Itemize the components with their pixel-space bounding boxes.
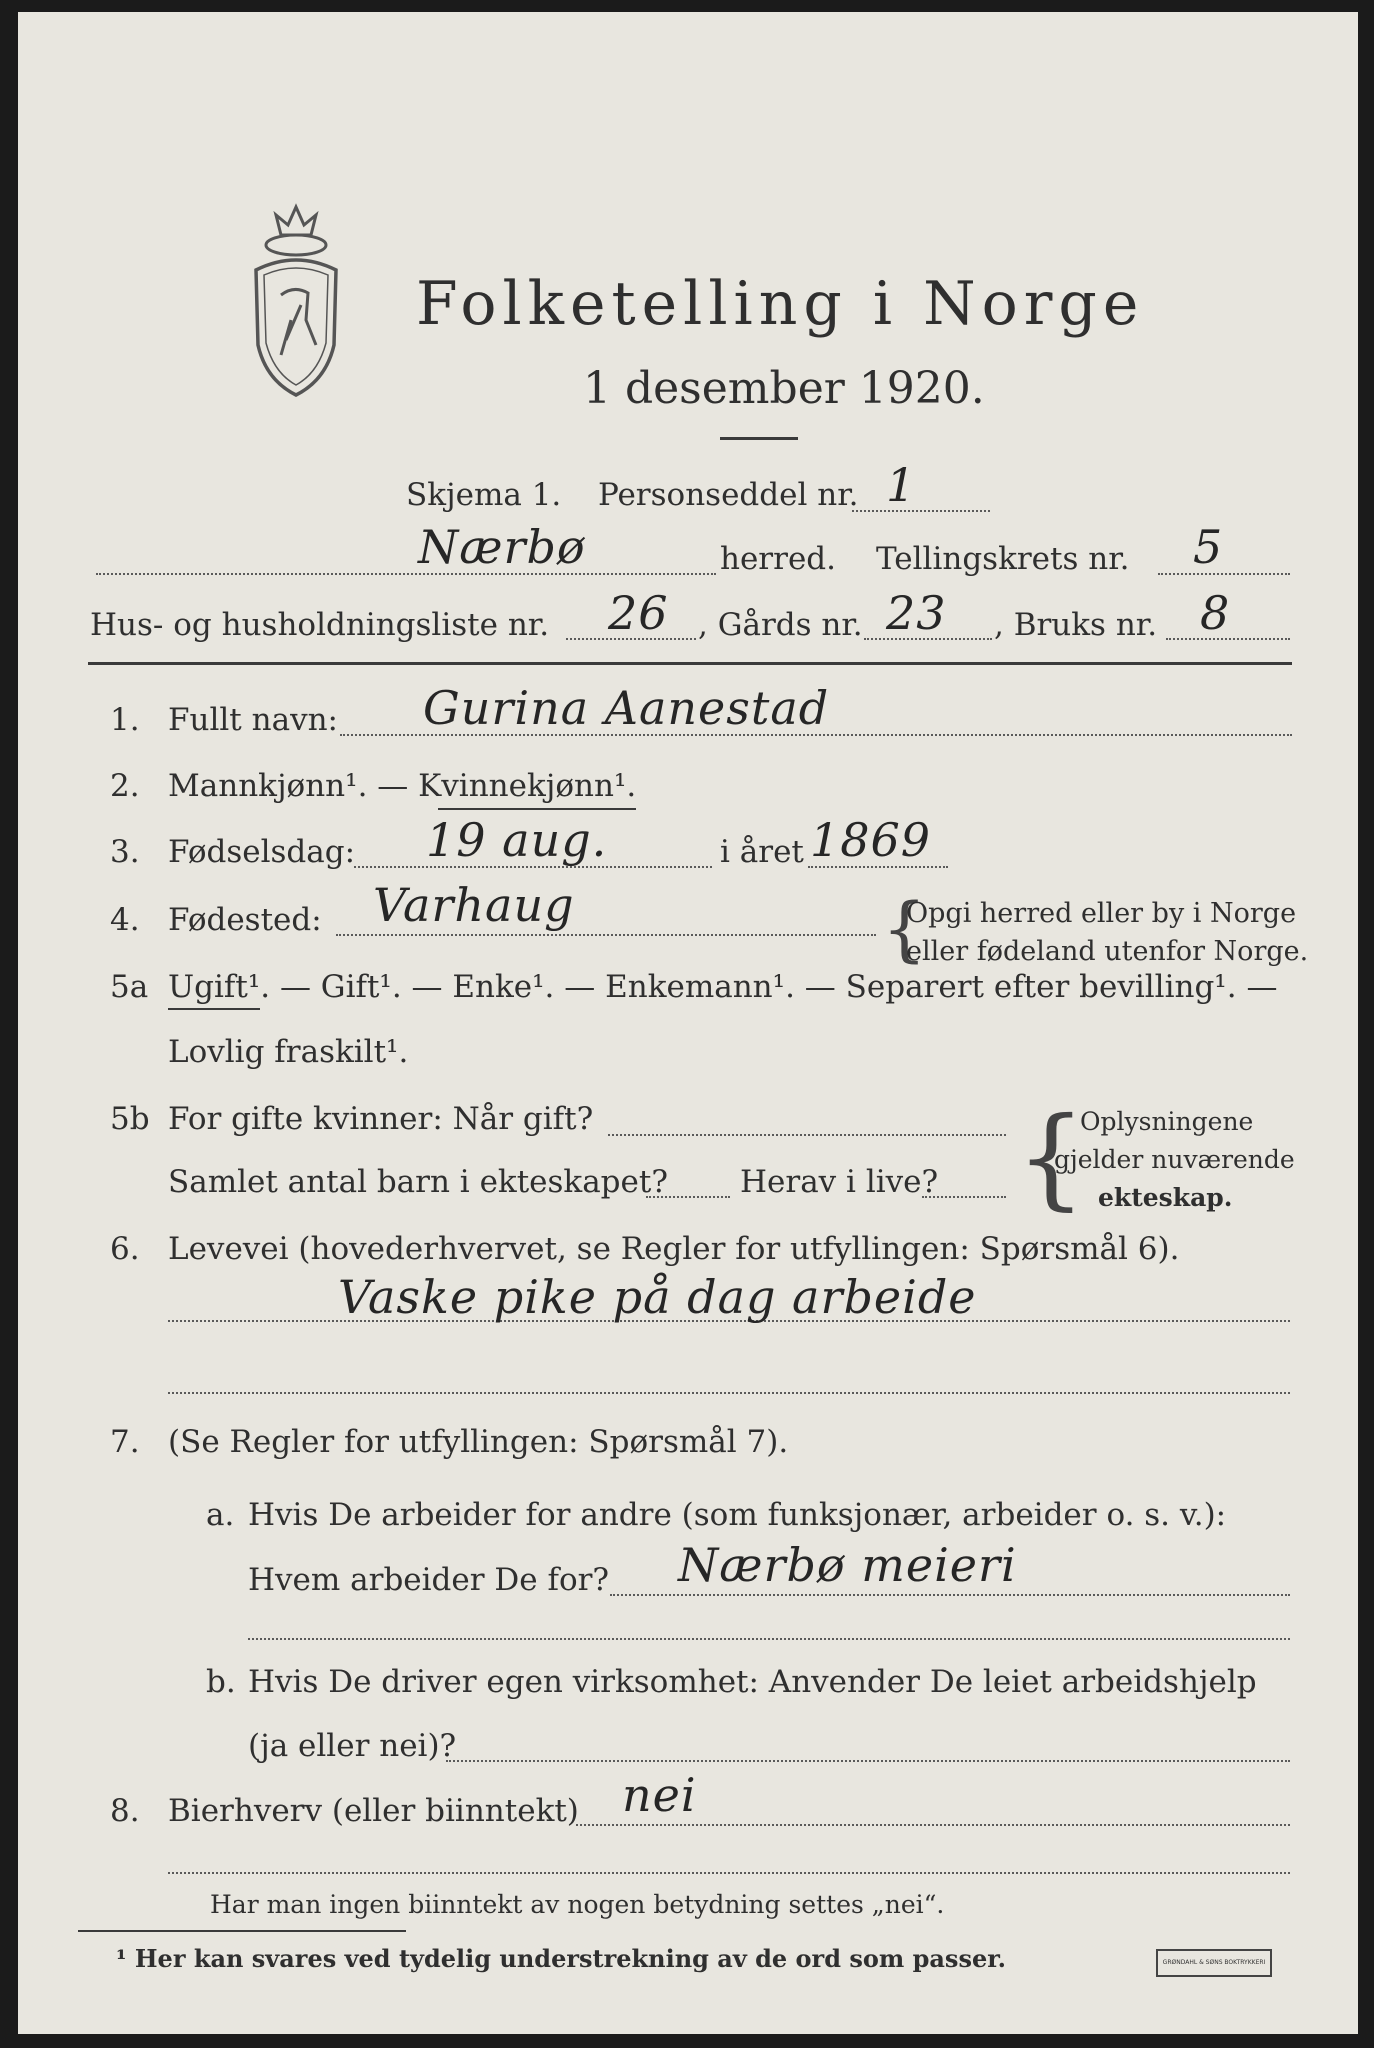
q5b-when-married-label: For gifte kvinner: Når gift?: [168, 1101, 594, 1137]
personseddel-line: [852, 510, 990, 512]
herred-line: [96, 573, 716, 575]
q3-number: 3.: [110, 834, 140, 870]
q5b-children-label: Samlet antal barn i ekteskapet?: [168, 1164, 668, 1200]
q3-year-label: i året: [720, 834, 804, 870]
gards-label: , Gårds nr.: [698, 607, 863, 643]
q5b-alive-line: [922, 1196, 1006, 1198]
footnote-rule: [78, 1930, 406, 1932]
q4-note-brace: {: [882, 888, 927, 970]
footnote: ¹ Her kan svares ved tydelig understrekning av de ord som passer.: [116, 1944, 1007, 1973]
q7-number: 7.: [110, 1424, 140, 1460]
q7a-number: a.: [206, 1497, 235, 1533]
q1-value: Gurina Aanestad: [423, 681, 830, 735]
q5a-number: 5a: [110, 969, 149, 1005]
hus-label: Hus- og husholdningsliste nr.: [90, 607, 550, 643]
biinntekt-note: Har man ingen biinntekt av nogen betydning settes „nei“.: [210, 1890, 945, 1919]
q7a-label1: Hvis De arbeider for andre (som funksjonær, arbeider o. s. v.):: [248, 1497, 1227, 1533]
bruks-value: 8: [1200, 586, 1231, 640]
q4-label: Fødested:: [168, 902, 322, 938]
q6-line2: [168, 1392, 1290, 1394]
tellingskrets-value: 5: [1193, 520, 1224, 574]
printer-stamp: [1156, 1949, 1272, 1977]
hus-value: 26: [608, 586, 669, 640]
q5b-note-brace: {: [1016, 1093, 1086, 1221]
herred-value: Nærbø: [418, 520, 586, 574]
q2-underline-kvinnekjonn: [438, 808, 636, 810]
q5a-underline-ugift: [168, 1008, 260, 1010]
q4-number: 4.: [110, 902, 140, 938]
q4-line: [336, 934, 876, 936]
title-rule: [720, 437, 798, 440]
q6-number: 6.: [110, 1231, 140, 1267]
bruks-label: , Bruks nr.: [994, 607, 1158, 643]
q7b-label1: Hvis De driver egen virksomhet: Anvender De leiet arbeidshjelp: [248, 1664, 1257, 1700]
q8-number: 8.: [110, 1793, 140, 1829]
q1-number: 1.: [110, 702, 140, 738]
census-form-page: [18, 12, 1358, 2034]
form-title: Folketelling i Norge: [416, 269, 1145, 339]
tellingskrets-line: [1158, 573, 1290, 575]
q8-line2: [168, 1872, 1290, 1874]
q4-value: Varhaug: [373, 878, 575, 932]
q7b-line: [446, 1760, 1290, 1762]
q3-year-value: 1869: [810, 813, 932, 867]
q1-label: Fullt navn:: [168, 702, 338, 738]
q2-text: Mannkjønn¹. — Kvinnekjønn¹.: [168, 768, 637, 804]
header-separator: [88, 662, 1292, 665]
q3-label: Fødselsdag:: [168, 834, 356, 870]
q5b-when-married-line: [608, 1134, 1006, 1136]
q8-line1: [576, 1824, 1290, 1826]
coat-of-arms-icon: [246, 195, 346, 405]
q5b-note-line2: gjelder nuværende: [1054, 1145, 1295, 1174]
q5b-children-line: [646, 1196, 730, 1198]
printer-stamp-text: GRØNDAHL & SØNS BOKTRYKKERI: [1162, 1959, 1266, 1966]
q7b-number: b.: [206, 1664, 236, 1700]
tellingskrets-label: Tellingskrets nr.: [876, 541, 1130, 577]
q4-note-line1: Opgi herred eller by i Norge: [906, 898, 1297, 929]
q5b-number: 5b: [110, 1101, 150, 1137]
q7a-value: Nærbø meieri: [678, 1538, 1017, 1592]
q7-label: (Se Regler for utfyllingen: Spørsmål 7).: [168, 1424, 789, 1460]
q7a-label2: Hvem arbeider De for?: [248, 1562, 610, 1598]
gards-value: 23: [886, 586, 947, 640]
herred-label: herred.: [720, 541, 836, 577]
q5b-note-line1: Oplysningene: [1080, 1107, 1254, 1136]
q3-value: 19 aug.: [426, 813, 608, 867]
personseddel-value: 1: [886, 458, 917, 512]
q5a-text: Ugift¹. — Gift¹. — Enke¹. — Enkemann¹. — Separert efter bevilling¹. —: [168, 969, 1278, 1005]
q5b-alive-label: Herav i live?: [740, 1164, 939, 1200]
q8-value: nei: [622, 1768, 697, 1822]
q4-note-line2: eller fødeland utenfor Norge.: [906, 936, 1309, 967]
q6-label: Levevei (hovederhvervet, se Regler for utfyllingen: Spørsmål 6).: [168, 1231, 1180, 1267]
q7a-line2: [248, 1638, 1290, 1640]
q5a-text-continued: Lovlig fraskilt¹.: [168, 1034, 409, 1070]
q8-label: Bierhverv (eller biinntekt): [168, 1793, 579, 1829]
census-date: 1 desember 1920.: [583, 363, 985, 414]
q2-number: 2.: [110, 768, 140, 804]
q5b-note-line3: ekteskap.: [1098, 1183, 1233, 1212]
q6-value: Vaske pike på dag arbeide: [338, 1270, 977, 1324]
q7a-line1: [610, 1594, 1290, 1596]
skjema-label: Skjema 1.: [406, 477, 562, 513]
q7b-label2: (ja eller nei)?: [248, 1728, 457, 1764]
personseddel-label: Personseddel nr.: [598, 477, 859, 513]
